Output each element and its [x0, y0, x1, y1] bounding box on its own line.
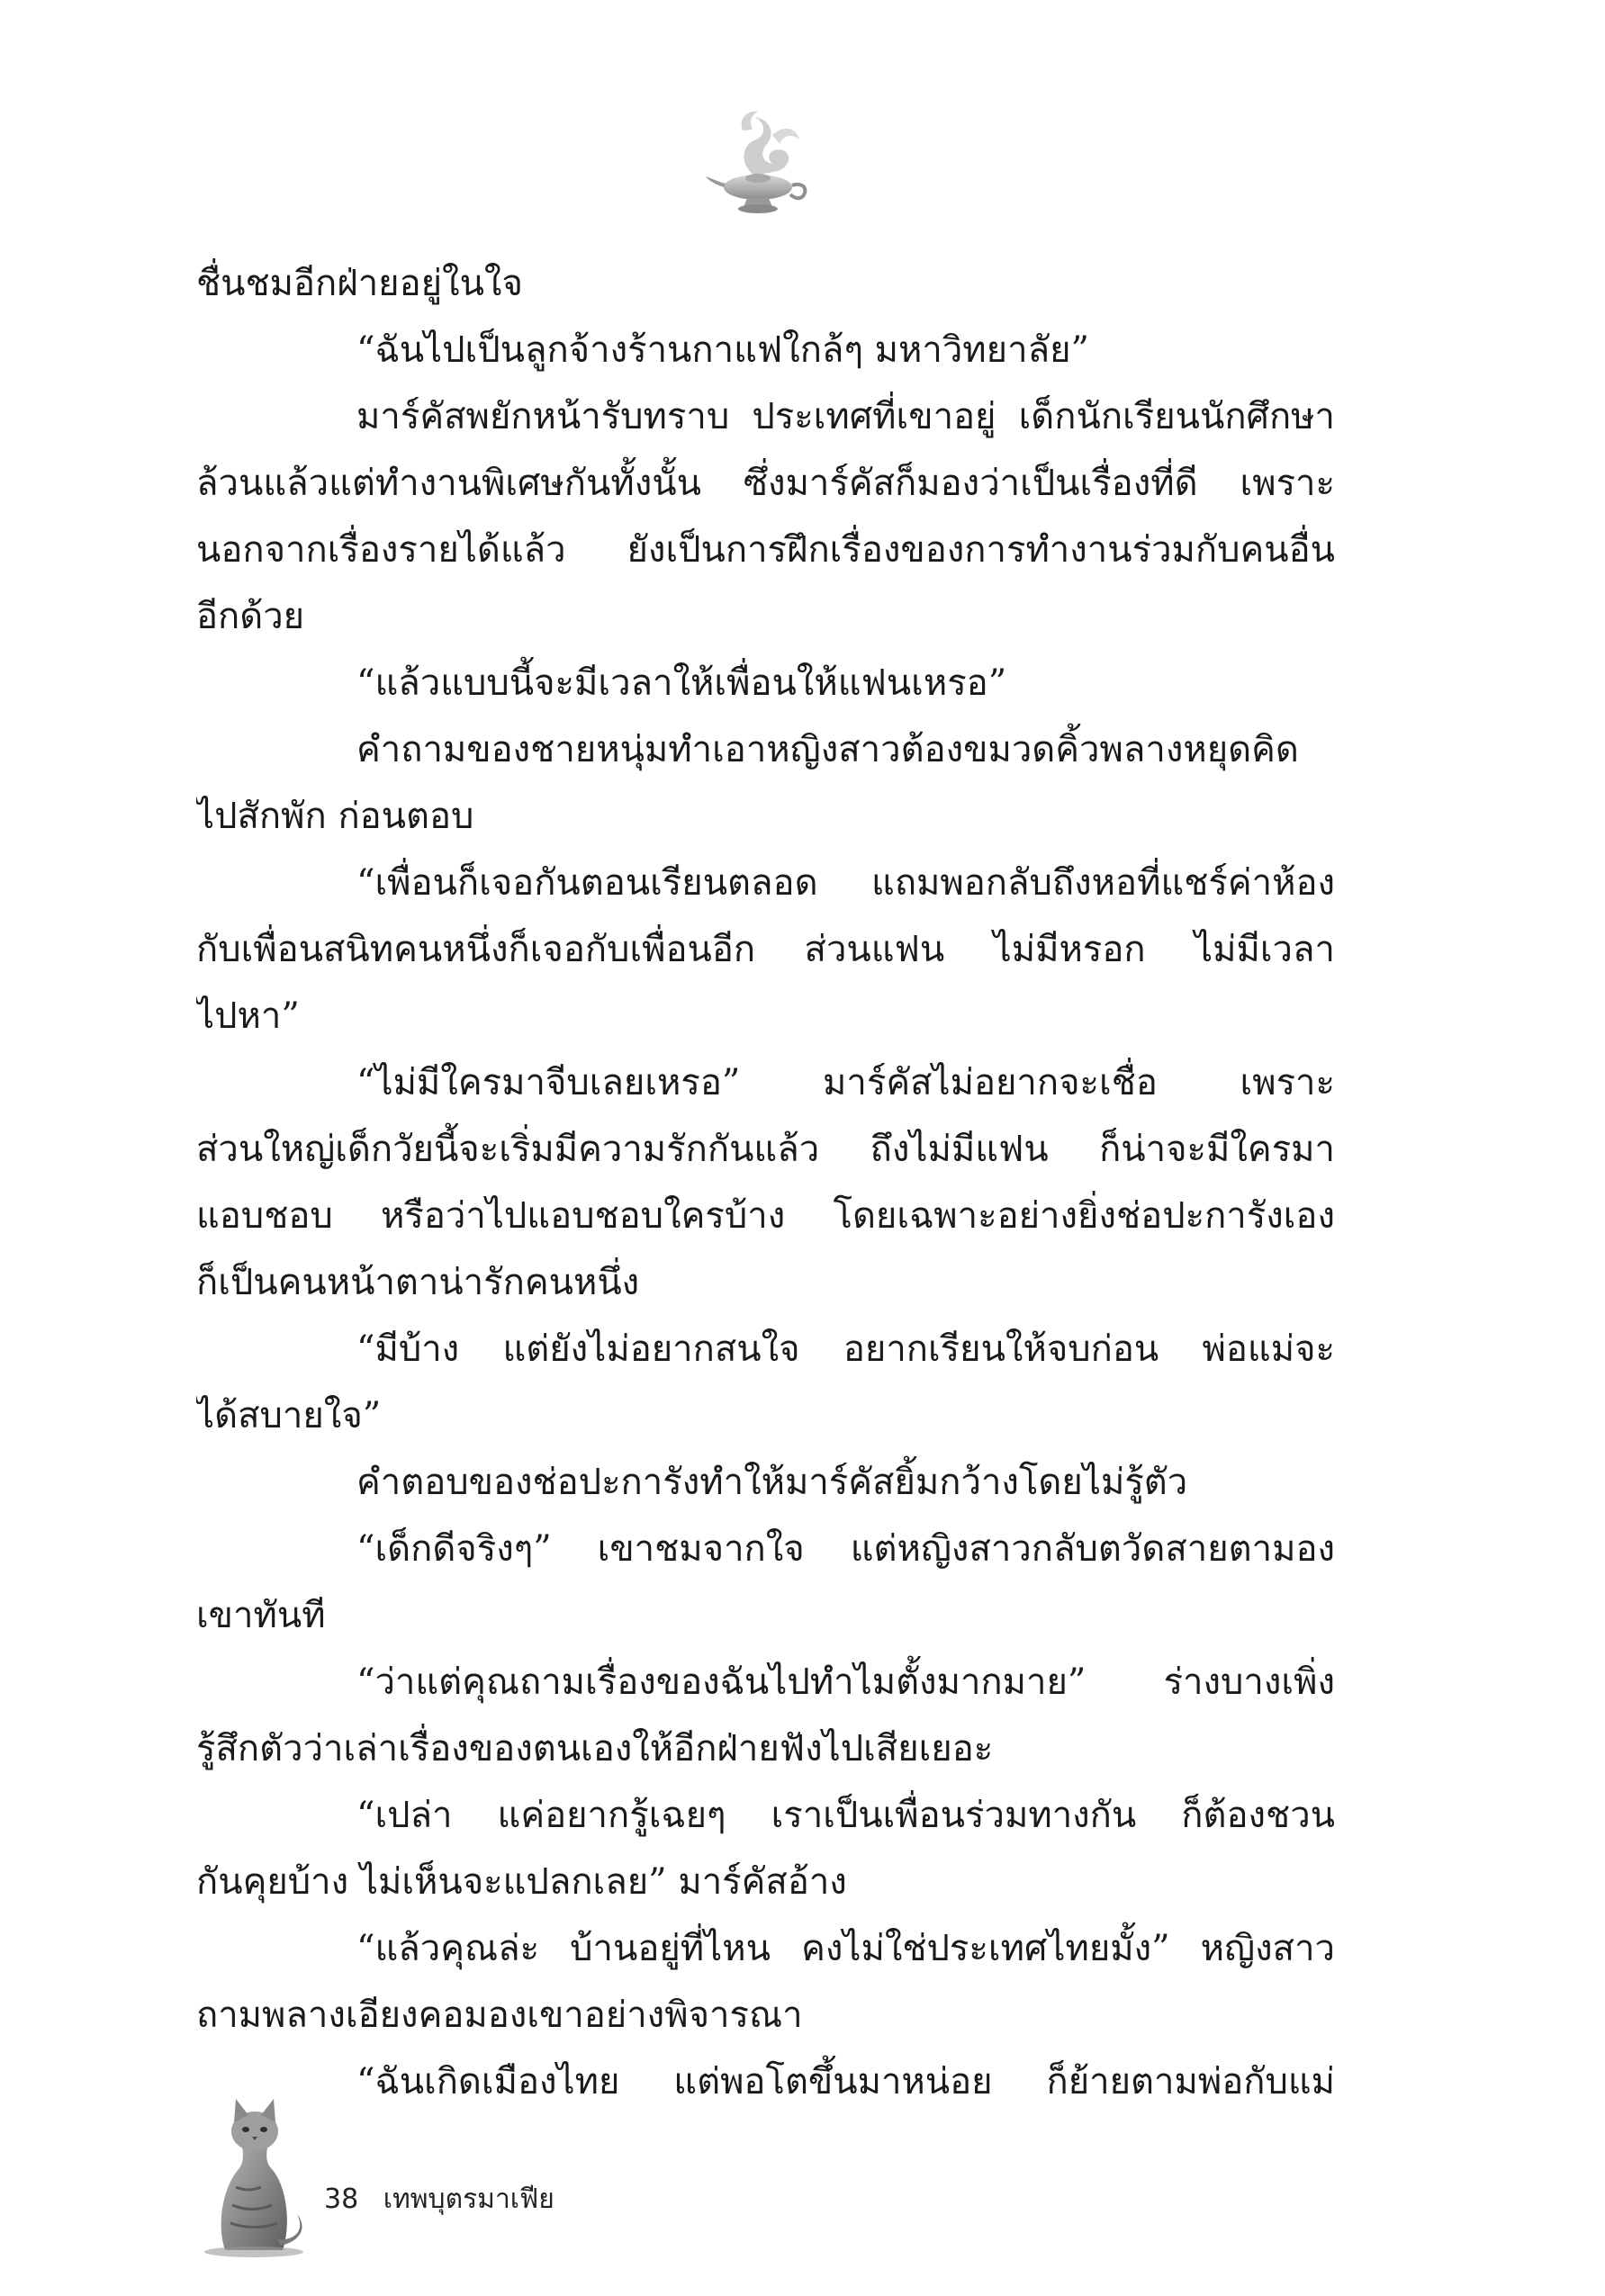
book-title: เทพบุตรมาเฟีย — [383, 2183, 555, 2215]
text-line: กันคุยบ้าง ไม่เห็นจะแปลกเลย” มาร์คัสอ้าง — [196, 1861, 847, 1903]
page-number: 38 — [324, 2183, 359, 2215]
paragraph-first-line: “แล้วคุณล่ะ บ้านอยู่ที่ไหน คงไม่ใช่ประเทศไทยมั้ง” หญิงสาว — [356, 1928, 1335, 1969]
text-line: ส่วนใหญ่เด็กวัยนี้จะเริ่มมีความรักกันแล้ว ถึงไม่มีแฟน ก็น่าจะมีใครมา — [196, 1129, 1335, 1170]
text-line: ไปหา” — [196, 995, 300, 1037]
text-line: ไปสักพัก ก่อนตอบ — [196, 796, 474, 837]
text-line: ชื่นชมอีกฝ่ายอยู่ในใจ — [196, 263, 523, 304]
paragraph-first-line: “เพื่อนก็เจอกันตอนเรียนตลอด แถมพอกลับถึงหอที่แชร์ค่าห้อง — [356, 862, 1335, 904]
text-line: รู้สึกตัวว่าเล่าเรื่องของตนเองให้อีกฝ่ายฟังไปเสียเยอะ — [196, 1728, 994, 1769]
text-line: นอกจากเรื่องรายได้แล้ว ยังเป็นการฝึกเรื่องของการทำงานร่วมกับคนอื่น — [196, 529, 1335, 571]
page-footer — [189, 2079, 729, 2259]
magic-lamp-icon — [702, 99, 819, 234]
paragraph-first-line: “แล้วแบบนี้จะมีเวลาให้เพื่อนให้แฟนเหรอ” — [356, 662, 1007, 704]
text-line: กับเพื่อนสนิทคนหนึ่งก็เจอกับเพื่อนอีก ส่วนแฟน ไม่มีหรอก ไม่มีเวลา — [196, 929, 1335, 970]
text-line: ถามพลางเอียงคอมองเขาอย่างพิจารณา — [196, 1994, 803, 2036]
text-line: เขาทันที — [196, 1595, 326, 1636]
footer-caption — [324, 2178, 555, 2220]
paragraph-first-line: “เด็กดีจริงๆ” เขาชมจากใจ แต่หญิงสาวกลับตวัดสายตามอง — [356, 1528, 1335, 1570]
paragraph-first-line: คำตอบของช่อปะการังทำให้มาร์คัสยิ้มกว้างโดยไม่รู้ตัว — [356, 1462, 1188, 1503]
paragraph-first-line: คำถามของชายหนุ่มทำเอาหญิงสาวต้องขมวดคิ้วพลางหยุดคิด — [356, 729, 1299, 770]
paragraph-first-line: “ว่าแต่คุณถามเรื่องของฉันไปทำไมตั้งมากมาย” ร่างบางเพิ่ง — [356, 1661, 1335, 1703]
cat-icon — [189, 2079, 324, 2259]
text-line: แอบชอบ หรือว่าไปแอบชอบใครบ้าง โดยเฉพาะอย่างยิ่งช่อปะการังเอง — [196, 1195, 1335, 1237]
paragraph-first-line: มาร์คัสพยักหน้ารับทราบ ประเทศที่เขาอยู่ เด็กนักเรียนนักศึกษา — [356, 396, 1335, 437]
paragraph-first-line: “เปล่า แค่อยากรู้เฉยๆ เราเป็นเพื่อนร่วมทางกัน ก็ต้องชวน — [356, 1795, 1335, 1836]
paragraph-first-line: “ไม่มีใครมาจีบเลยเหรอ” มาร์คัสไม่อยากจะเชื่อ เพราะ — [356, 1062, 1335, 1103]
body-text — [196, 250, 1335, 2115]
text-line: ล้วนแล้วแต่ทำงานพิเศษกันทั้งนั้น ซึ่งมาร์คัสก็มองว่าเป็นเรื่องที่ดี เพราะ — [196, 463, 1335, 504]
text-line: ก็เป็นคนหน้าตาน่ารักคนหนึ่ง — [196, 1262, 640, 1303]
text-line: อีกด้วย — [196, 596, 305, 637]
paragraph-first-line: “ฉันเกิดเมืองไทย แต่พอโตขึ้นมาหน่อย ก็ย้ายตามพ่อกับแม่ — [356, 2061, 1335, 2102]
paragraph-first-line: “มีบ้าง แต่ยังไม่อยากสนใจ อยากเรียนให้จบก่อน พ่อแม่จะ — [356, 1328, 1335, 1370]
paragraph-first-line: “ฉันไปเป็นลูกจ้างร้านกาแฟใกล้ๆ มหาวิทยาลัย” — [356, 329, 1089, 371]
text-line: ได้สบายใจ” — [196, 1395, 382, 1436]
